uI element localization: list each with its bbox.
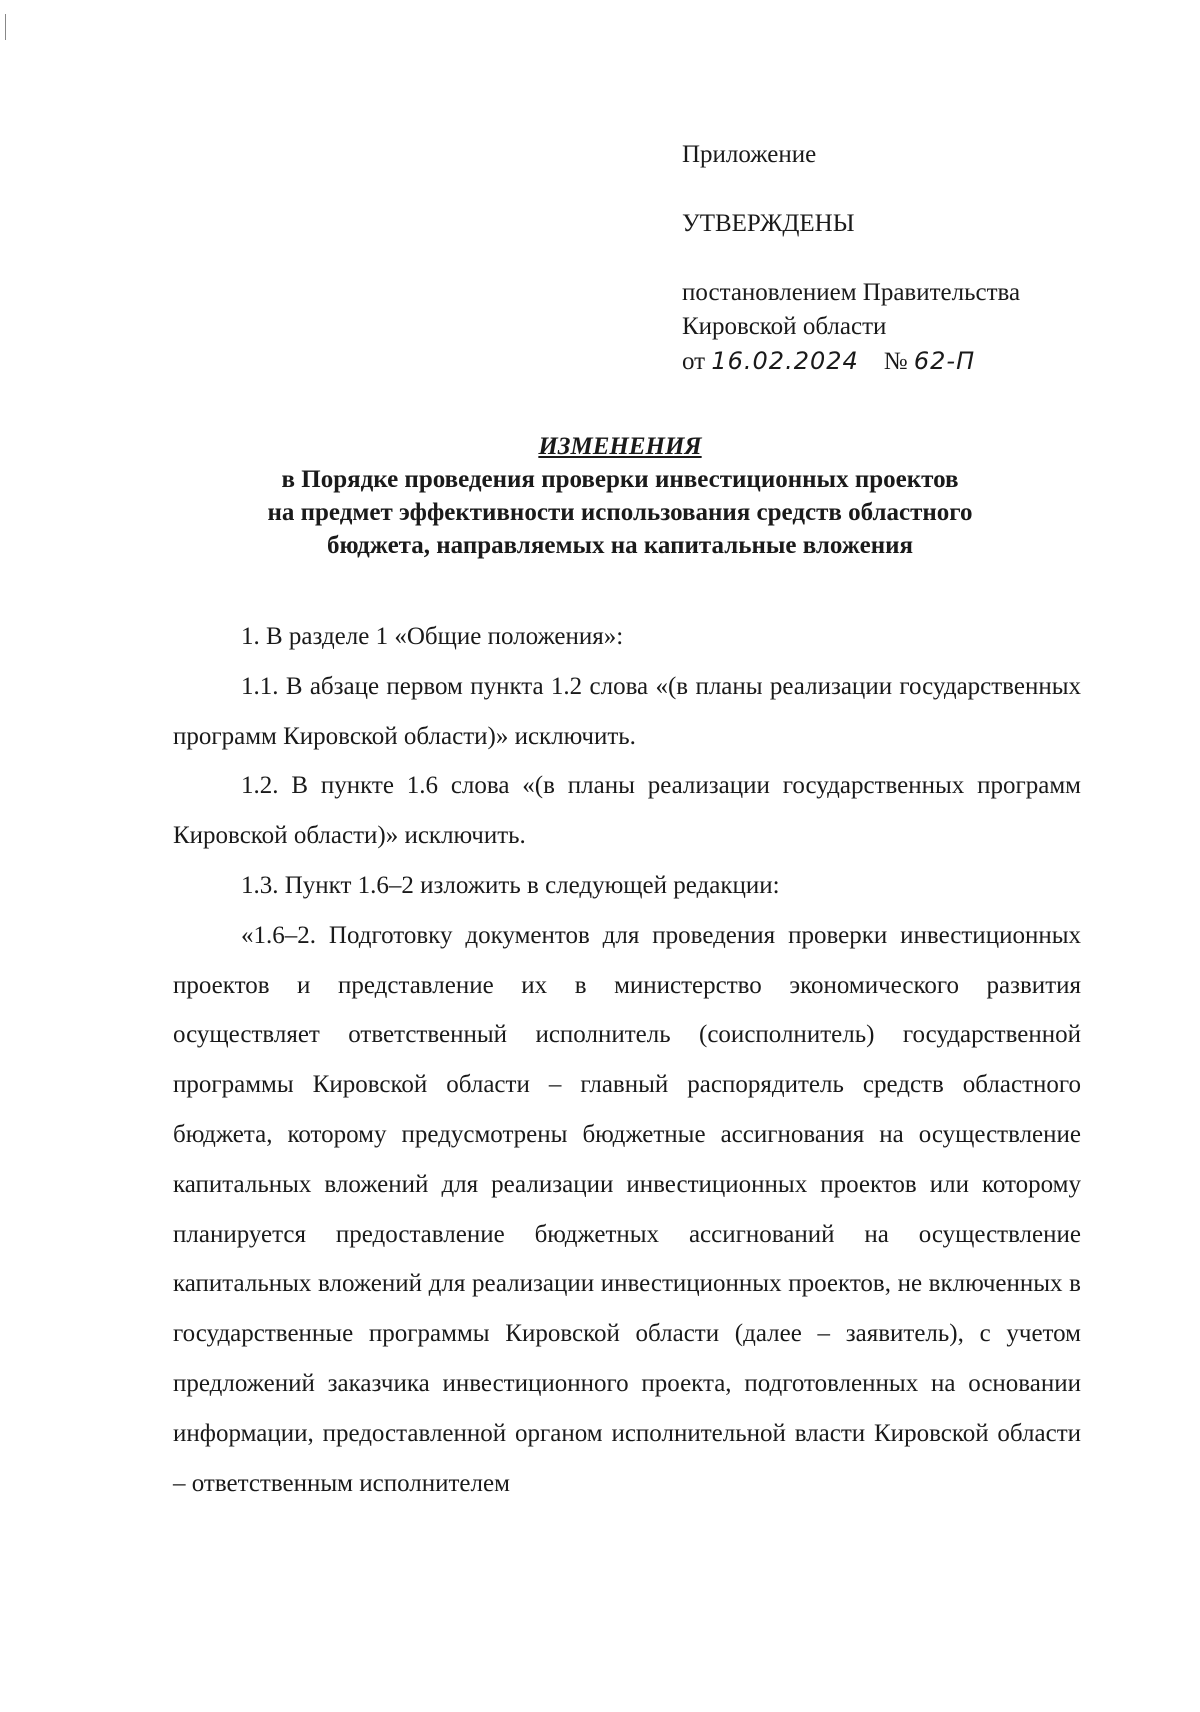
paragraph-1-1: 1.1. В абзаце первом пункта 1.2 слова «(в планы реализации государственных программ Кировской области)» исключить. — [173, 672, 1081, 750]
paragraph-1-2: 1.2. В пункте 1.6 слова «(в планы реализации государственных программ Кировской области)» исключить. — [173, 772, 1081, 850]
resolution-line-2: Кировской области — [682, 313, 887, 340]
document-body — [173, 612, 1081, 1508]
approved-label: УТВЕРЖДЕНЫ — [682, 210, 855, 237]
resolution-line-1: постановлением Правительства — [682, 279, 1021, 306]
heading-title: ИЗМЕНЕНИЯ — [538, 433, 702, 460]
handwritten-number: 62-П — [913, 347, 976, 375]
paragraph-1-3: 1.3. Пункт 1.6–2 изложить в следующей редакции: — [241, 871, 780, 899]
heading-line-3: бюджета, направляемых на капитальные вложения — [326, 532, 914, 559]
date-number-line — [682, 344, 1152, 379]
heading-line-2: на предмет эффективности использования средств областного — [267, 499, 973, 526]
paragraph-1: 1. В разделе 1 «Общие положения»: — [241, 623, 624, 650]
date-prefix: от — [682, 348, 706, 375]
appendix-label: Приложение — [682, 141, 817, 168]
paragraph-1-6-2: «1.6–2. Подготовку документов для проведения проверки инвестиционных проектов и представление их в министерство экономического развития осуществляет ответственный исполнитель (соисполнитель) государственной программы Кировской области – главный распорядитель средств областного бюджета, которому предусмотрены бюджетные ассигнования на осуществление капитальных вложений для реализации инвестиционных проектов или которому планируется предоставление бюджетных ассигнований на осуществление капитальных вложений для реализации инвестиционных проектов, не включенных в государственные программы Кировской области (далее – заявитель), с учетом предложений заказчика инвестиционного проекта, подготовленных на основании информации, предоставленной органом исполнительной власти Кировской области – ответственным исполнителем — [173, 921, 1081, 1497]
heading-line-1: в Порядке проведения проверки инвестиционных проектов — [281, 466, 959, 493]
approval-block — [682, 138, 1152, 379]
scan-artifact — [5, 14, 6, 40]
handwritten-date: 16.02.2024 — [711, 347, 859, 375]
document-heading — [150, 430, 1090, 562]
number-prefix: № — [883, 348, 908, 375]
